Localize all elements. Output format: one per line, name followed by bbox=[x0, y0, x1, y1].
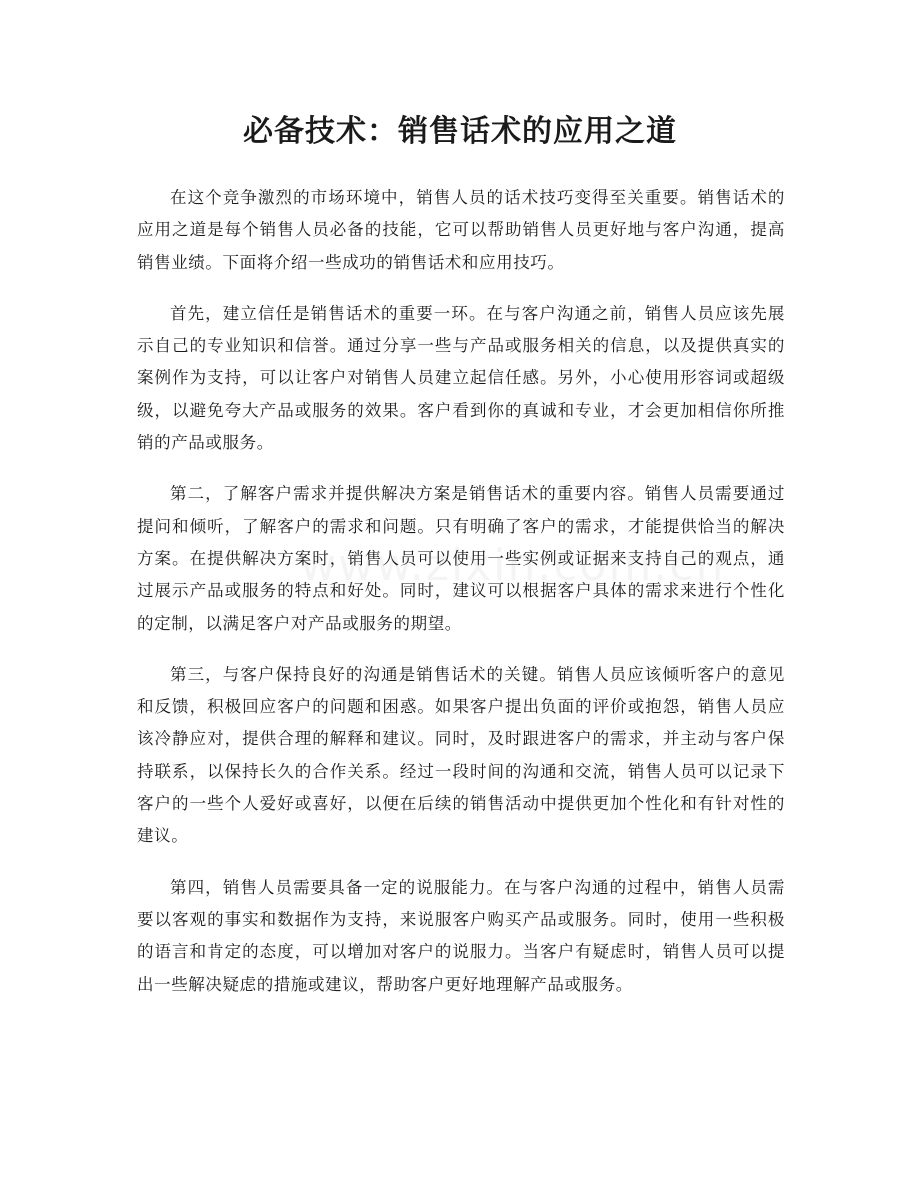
paragraph-first: 首先，建立信任是销售话术的重要一环。在与客户沟通之前，销售人员应该先展示自己的专业知识和信誉。通过分享一些与产品或服务相关的信息，以及提供真实的案例作为支持，可以让客户对销售人员建立起信任感。另外，小心使用形容词或超级级，以避免夸大产品或服务的效果。客户看到你的真诚和专业，才会更加相信你所推销的产品或服务。 bbox=[137, 303, 785, 453]
paragraph-intro: 在这个竞争激烈的市场环境中，销售人员的话术技巧变得至关重要。销售话术的应用之道是每个销售人员必备的技能，它可以帮助销售人员更好地与客户沟通，提高销售业绩。下面将介绍一些成功的销售话术和应用技巧。 bbox=[137, 188, 785, 272]
document-title: 必备技术：销售话术的应用之道 bbox=[243, 114, 677, 149]
paragraph-fourth: 第四，销售人员需要具备一定的说服能力。在与客户沟通的过程中，销售人员需要以客观的事实和数据作为支持，来说服客户购买产品或服务。同时，使用一些积极的语言和肯定的态度，可以增加对客户的说服力。当客户有疑虑时，销售人员可以提出一些解决疑虑的措施或建议，帮助客户更好地理解产品或服务。 bbox=[137, 877, 785, 994]
paragraph-second: 第二，了解客户需求并提供解决方案是销售话术的重要内容。销售人员需要通过提问和倾听，了解客户的需求和问题。只有明确了客户的需求，才能提供恰当的解决方案。在提供解决方案时，销售人员可以使用一些实例或证据来支持自己的观点，通过展示产品或服务的特点和好处。同时，建议可以根据客户具体的需求来进行个性化的定制，以满足客户对产品或服务的期望。 bbox=[137, 484, 785, 633]
paragraph-third: 第三，与客户保持良好的沟通是销售话术的关键。销售人员应该倾听客户的意见和反馈，积极回应客户的问题和困惑。如果客户提出负面的评价或抱怨，销售人员应该冷静应对，提供合理的解释和建议。同时，及时跟进客户的需求，并主动与客户保持联系，以保持长久的合作关系。经过一段时间的沟通和交流，销售人员可以记录下客户的一些个人爱好或喜好，以便在后续的销售活动中提供更加个性化和有针对性的建议。 bbox=[137, 664, 785, 846]
document-body bbox=[137, 182, 785, 1020]
